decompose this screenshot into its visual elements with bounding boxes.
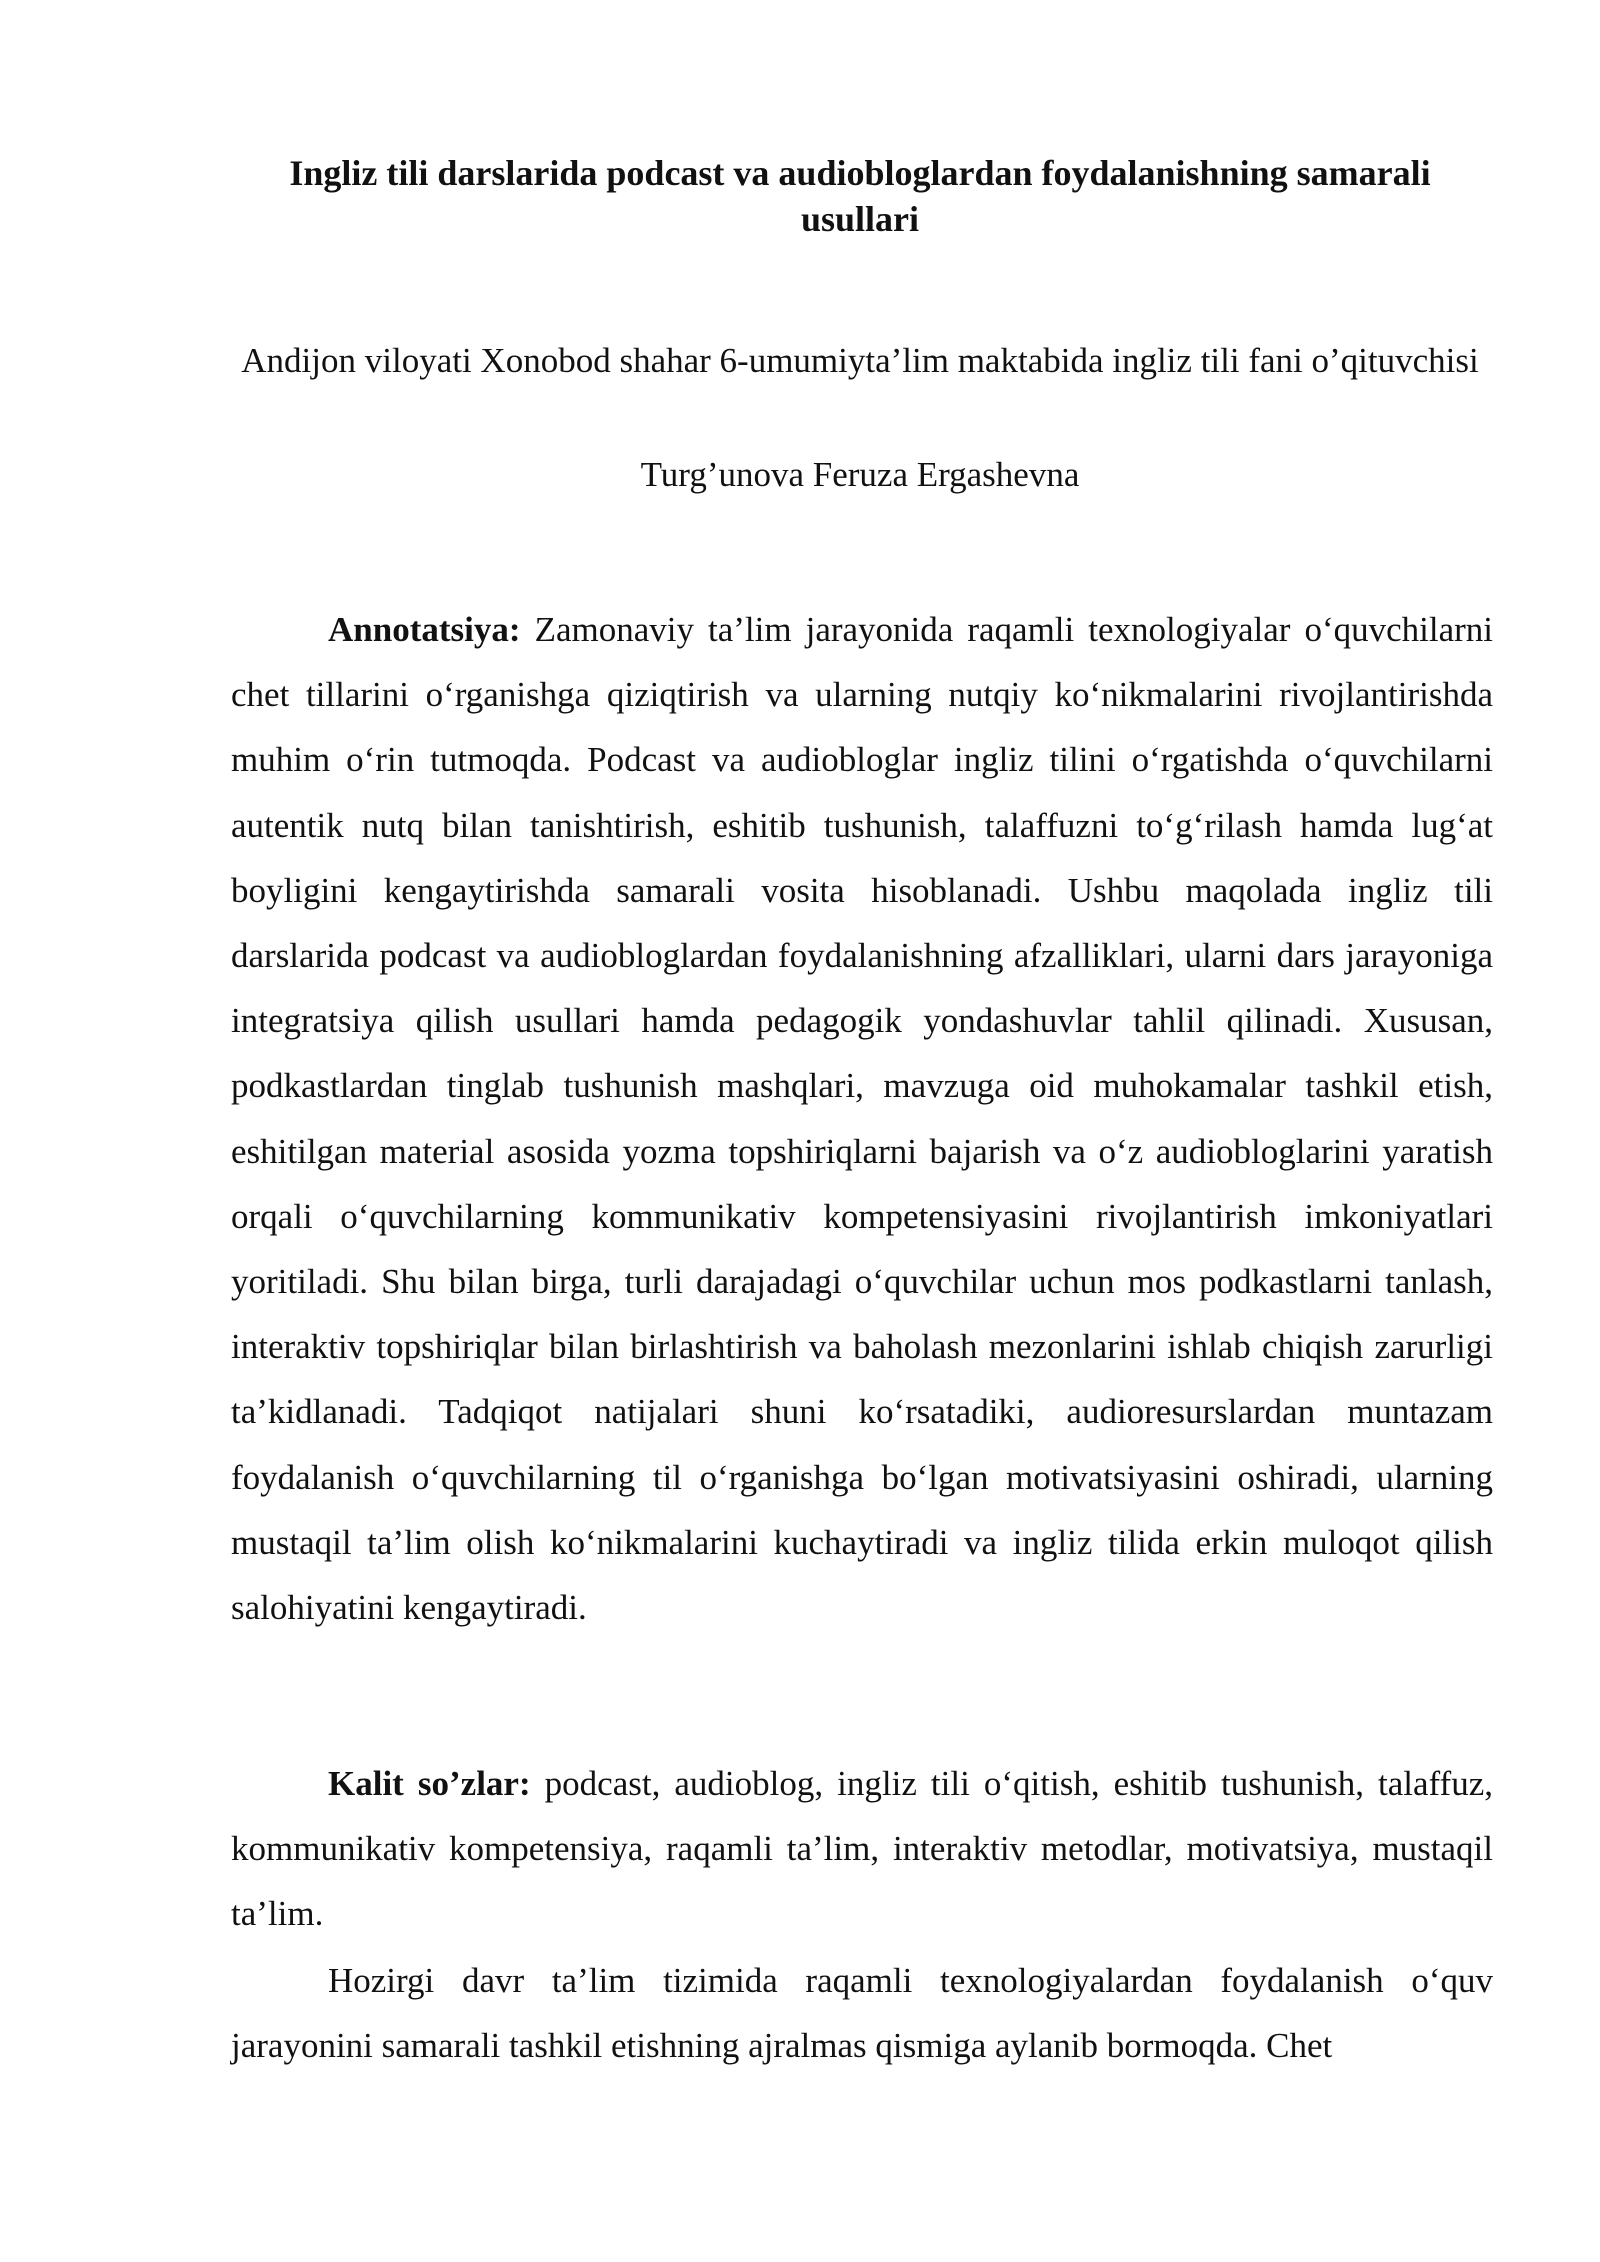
keywords-paragraph [231,1751,1493,1947]
keywords-label: Kalit so’zlar: [328,1764,531,1803]
abstract-label: Annotatsiya: [328,610,521,649]
abstract-paragraph [231,597,1493,1640]
author-name: Turg’unova Feruza Ergashevna [640,455,1080,494]
document-title: Ingliz tili darslarida podcast va audiobloglardan foydalanishning samarali usullari [289,153,1431,239]
abstract-text: Zamonaviy ta’lim jarayonida raqamli texnologiyalar o‘quvchilarni chet tillarini o‘rganishga qiziqtirish va ularning nutqiy ko‘nikmalarini rivojlantirishda muhim o‘rin tutmoqda. Podcast va audiobloglar ingliz tilini o‘rgatishda o‘quvchilarni autentik nutq bilan tanishtirish, eshitib tushunish, talaffuzni to‘g‘rilash hamda lug‘at boyligini kengaytirishda samarali vosita hisoblanadi. Ushbu maqolada ingliz tili darslarida podcast va audiobloglardan foydalanishning afzalliklari, ularni dars jarayoniga integratsiya qilish usullari hamda pedagogik yondashuvlar tahlil qilinadi. Xususan, podkastlardan tinglab tushunish mashqlari, mavzuga oid muhokamalar tashkil etish, eshitilgan material asosida yozma topshiriqlarni bajarish va o‘z audiobloglarini yaratish orqali o‘quvchilarning kommunikativ kompetensiyasini rivojlantirish imkoniyatlari yoritiladi. Shu bilan birga, turli darajadagi o‘quvchilar uchun mos podkastlarni tanlash, interaktiv topshiriqlar bilan birlashtirish va baholash mezonlarini ishlab chiqish zarurligi ta’kidlanadi. Tadqiqot natijalari shuni ko‘rsatadiki, audioresurslardan muntazam foydalanish o‘quvchilarning til o‘rganishga bo‘lgan motivatsiyasini oshiradi, ularning mustaqil ta’lim olish ko‘nikmalarini kuchaytiradi va ingliz tilida erkin muloqot qilish salohiyatini kengaytiradi. [231,610,1494,1628]
body-paragraph: Hozirgi davr ta’lim tizimida raqamli texnologiyalardan foydalanish o‘quv jarayonini samarali tashkil etishning ajralmas qismiga aylanib bormoqda. Chet [231,1961,1493,2066]
keywords-text: podcast, audioblog, ingliz tili o‘qitish, eshitib tushunish, talaffuz, kommunikativ kompetensiya, raqamli ta’lim, interaktiv metodlar, motivatsiya, mustaqil ta’lim. [231,1764,1493,1934]
author-affiliation: Andijon viloyati Xonobod shahar 6-umumiyta’lim maktabida ingliz tili fani o’qituvchisi [241,341,1479,380]
